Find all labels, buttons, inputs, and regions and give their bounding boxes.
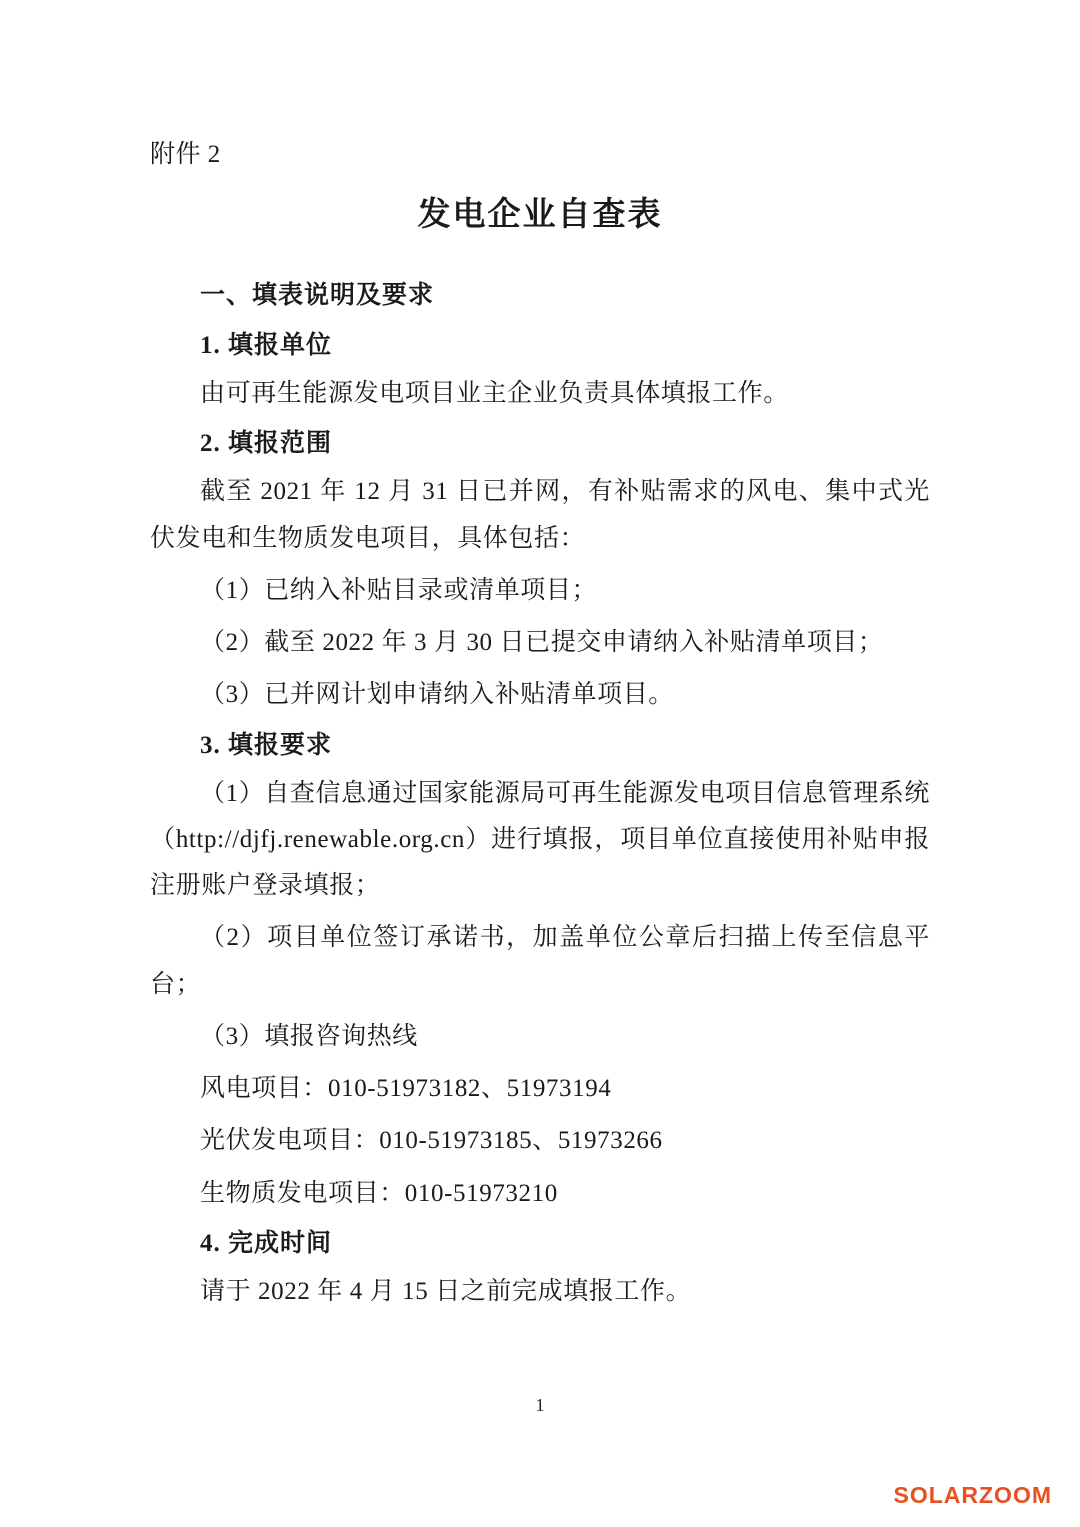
paragraph: 请于 2022 年 4 月 15 日之前完成填报工作。 bbox=[200, 1277, 692, 1305]
subsection-reporting-scope bbox=[150, 423, 930, 718]
page-number: 1 bbox=[535, 1395, 545, 1415]
paragraph: （3）填报咨询热线 bbox=[200, 1022, 418, 1050]
paragraph: （1）已纳入补贴目录或清单项目； bbox=[200, 576, 598, 604]
section-heading: 一、填表说明及要求 bbox=[200, 282, 435, 309]
section-instructions bbox=[150, 275, 930, 1315]
subsection-reporting-unit bbox=[150, 325, 930, 417]
hotline-biomass: 生物质发电项目：010-51973210 bbox=[200, 1179, 558, 1207]
subsection-heading: 3. 填报要求 bbox=[200, 731, 333, 759]
subsection-reporting-requirements bbox=[150, 725, 930, 1217]
hotline-pv: 光伏发电项目：010-51973185、51973266 bbox=[200, 1127, 663, 1155]
watermark-zoom: ZOOM bbox=[979, 1482, 1052, 1508]
paragraph: （2）截至 2022 年 3 月 30 日已提交申请纳入补贴清单项目； bbox=[200, 629, 884, 656]
hotline-wind: 风电项目：010-51973182、51973194 bbox=[200, 1075, 612, 1102]
subsection-heading: 4. 完成时间 bbox=[200, 1229, 333, 1257]
paragraph: 截至 2021 年 12 月 31 日已并网，有补贴需求的风电、集中式光伏发电和生物质发电项目，具体包括： bbox=[150, 478, 930, 552]
page-title: 发电企业自查表 bbox=[417, 197, 663, 233]
attachment-label: 附件 2 bbox=[150, 141, 221, 168]
subsection-completion-time bbox=[150, 1223, 930, 1315]
paragraph: 由可再生能源发电项目业主企业负责具体填报工作。 bbox=[200, 380, 789, 407]
watermark-logo bbox=[894, 1482, 1053, 1509]
watermark-solar: SOLAR bbox=[893, 1482, 979, 1508]
paragraph: （1）自查信息通过国家能源局可再生能源发电项目信息管理系统（http://djfj.renewable.org.cn）进行填报，项目单位直接使用补贴申报注册账户登录填报； bbox=[150, 779, 930, 899]
paragraph: （3）已并网计划申请纳入补贴清单项目。 bbox=[200, 681, 674, 709]
paragraph: （2）项目单位签订承诺书，加盖单位公章后扫描上传至信息平台； bbox=[150, 924, 930, 998]
subsection-heading: 1. 填报单位 bbox=[200, 332, 333, 359]
subsection-heading: 2. 填报范围 bbox=[200, 430, 333, 458]
